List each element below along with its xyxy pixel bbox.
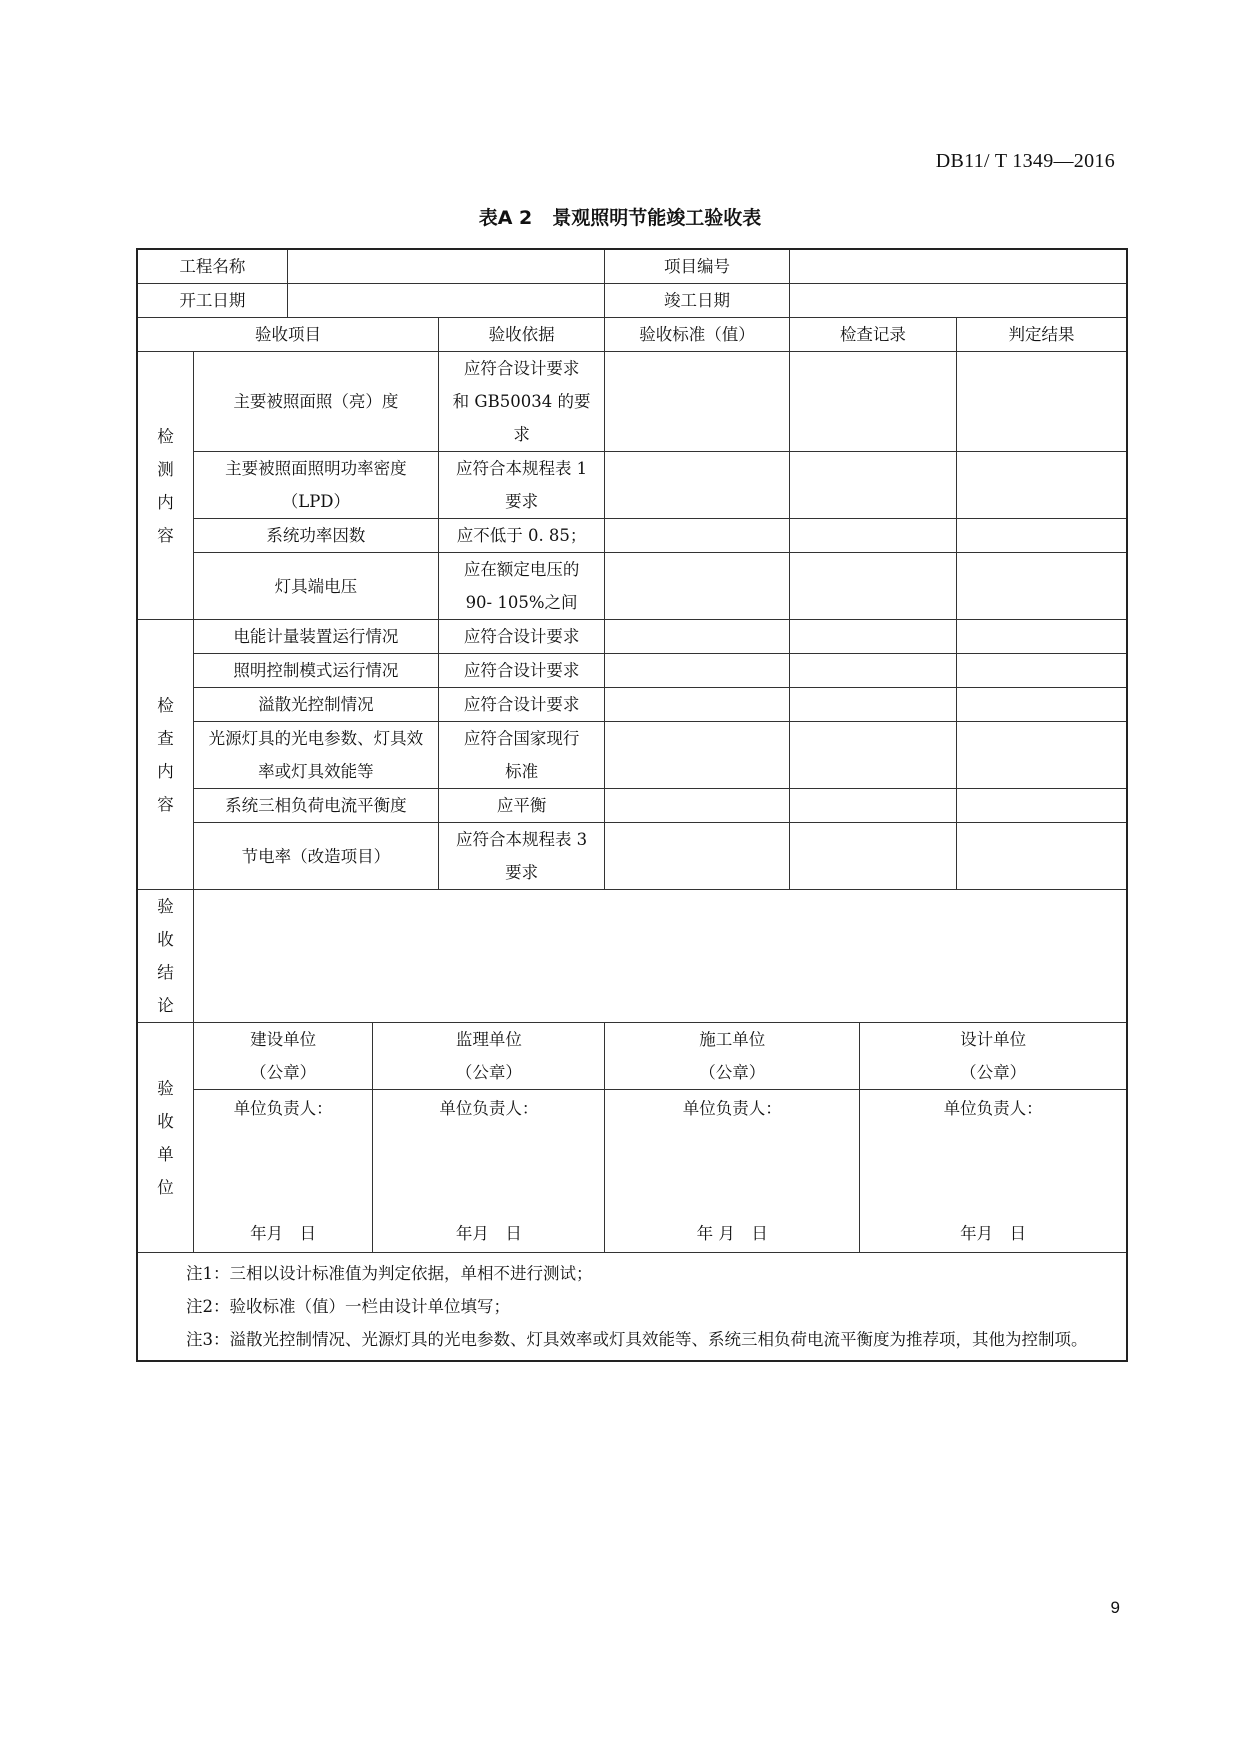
- detection-item: 系统功率因数: [193, 519, 438, 553]
- detection-section-label: 检 测 内 容: [137, 352, 193, 620]
- standard-cell[interactable]: [605, 722, 789, 789]
- result-cell[interactable]: [957, 553, 1127, 620]
- standard-cell[interactable]: [605, 823, 789, 890]
- page-number: 9: [1110, 1598, 1120, 1617]
- signature-design[interactable]: 单位负责人： 年月 日: [860, 1090, 1127, 1253]
- detection-item: 灯具端电压: [193, 553, 438, 620]
- detection-row: [137, 452, 1127, 519]
- record-cell[interactable]: [789, 722, 956, 789]
- inspection-row: [137, 654, 1127, 688]
- document-code: DB11/ T 1349—2016: [935, 150, 1115, 172]
- table-number: 表A 2: [478, 207, 533, 229]
- column-header-row: [137, 318, 1127, 352]
- units-header-row: [137, 1023, 1127, 1090]
- conclusion-field[interactable]: [193, 890, 1127, 1023]
- col-header-result: 判定结果: [957, 318, 1127, 352]
- col-header-item: 验收项目: [137, 318, 438, 352]
- notes: [137, 1253, 1127, 1362]
- record-cell[interactable]: [789, 789, 956, 823]
- result-cell[interactable]: [957, 352, 1127, 452]
- col-header-basis: 验收依据: [438, 318, 604, 352]
- detection-item: 主要被照面照（亮）度: [193, 352, 438, 452]
- notes-row: [137, 1253, 1127, 1362]
- result-cell[interactable]: [957, 452, 1127, 519]
- result-cell[interactable]: [957, 789, 1127, 823]
- inspection-row: [137, 789, 1127, 823]
- finish-date-label: 竣工日期: [605, 284, 789, 318]
- inspection-basis: 应符合设计要求: [438, 620, 604, 654]
- unit-contractor: 施工单位 （公章）: [605, 1023, 860, 1090]
- standard-cell[interactable]: [605, 688, 789, 722]
- inspection-basis: 应符合国家现行 标准: [438, 722, 604, 789]
- inspection-basis: 应平衡: [438, 789, 604, 823]
- unit-construction: 建设单位 （公章）: [193, 1023, 372, 1090]
- unit-design: 设计单位 （公章）: [860, 1023, 1127, 1090]
- note-2: 注2：验收标准（值）一栏由设计单位填写；: [186, 1297, 510, 1316]
- result-cell[interactable]: [957, 823, 1127, 890]
- conclusion-label: 验 收 结 论: [137, 890, 193, 1023]
- standard-cell[interactable]: [605, 620, 789, 654]
- col-header-record: 检查记录: [789, 318, 956, 352]
- note-1: 注1：三相以设计标准值为判定依据，单相不进行测试；: [186, 1264, 593, 1283]
- detection-item: 主要被照面照明功率密度 （LPD）: [193, 452, 438, 519]
- inspection-item: 光源灯具的光电参数、灯具效 率或灯具效能等: [193, 722, 438, 789]
- standard-cell[interactable]: [605, 553, 789, 620]
- record-cell[interactable]: [789, 620, 956, 654]
- project-no-field[interactable]: [789, 249, 1127, 284]
- inspection-basis: 应符合设计要求: [438, 654, 604, 688]
- note-3: 注3：溢散光控制情况、光源灯具的光电参数、灯具效率或灯具效能等、系统三相负荷电流平衡度为推荐项，其他为控制项。: [186, 1330, 1088, 1349]
- record-cell[interactable]: [789, 553, 956, 620]
- inspection-row: [137, 688, 1127, 722]
- result-cell[interactable]: [957, 688, 1127, 722]
- info-row-1: [137, 249, 1127, 284]
- inspection-item: 照明控制模式运行情况: [193, 654, 438, 688]
- detection-row: [137, 352, 1127, 452]
- table-title: 景观照明节能竣工验收表: [552, 207, 762, 229]
- standard-cell[interactable]: [605, 352, 789, 452]
- project-name-label: 工程名称: [137, 249, 287, 284]
- project-name-field[interactable]: [287, 249, 605, 284]
- inspection-row: [137, 620, 1127, 654]
- inspection-basis: 应符合本规程表 3 要求: [438, 823, 604, 890]
- acceptance-table: [136, 248, 1128, 1362]
- record-cell[interactable]: [789, 688, 956, 722]
- signature-contractor[interactable]: 单位负责人： 年 月 日: [605, 1090, 860, 1253]
- record-cell[interactable]: [789, 519, 956, 553]
- result-cell[interactable]: [957, 620, 1127, 654]
- start-date-field[interactable]: [287, 284, 605, 318]
- record-cell[interactable]: [789, 452, 956, 519]
- detection-basis: 应不低于 0. 85；: [438, 519, 604, 553]
- record-cell[interactable]: [789, 654, 956, 688]
- record-cell[interactable]: [789, 823, 956, 890]
- standard-cell[interactable]: [605, 452, 789, 519]
- inspection-item: 溢散光控制情况: [193, 688, 438, 722]
- info-row-2: [137, 284, 1127, 318]
- project-no-label: 项目编号: [605, 249, 789, 284]
- result-cell[interactable]: [957, 722, 1127, 789]
- start-date-label: 开工日期: [137, 284, 287, 318]
- result-cell[interactable]: [957, 654, 1127, 688]
- unit-supervision: 监理单位 （公章）: [373, 1023, 605, 1090]
- record-cell[interactable]: [789, 352, 956, 452]
- units-signature-row: [137, 1090, 1127, 1253]
- inspection-item: 系统三相负荷电流平衡度: [193, 789, 438, 823]
- detection-row: [137, 553, 1127, 620]
- conclusion-row: [137, 890, 1127, 1023]
- detection-basis: 应在额定电压的 90- 105%之间: [438, 553, 604, 620]
- table-caption: [0, 203, 1240, 230]
- standard-cell[interactable]: [605, 519, 789, 553]
- signature-construction[interactable]: 单位负责人： 年月 日: [193, 1090, 372, 1253]
- result-cell[interactable]: [957, 519, 1127, 553]
- inspection-section-label: 检 查 内 容: [137, 620, 193, 890]
- detection-row: [137, 519, 1127, 553]
- units-section-label: 验 收 单 位: [137, 1023, 193, 1253]
- inspection-item: 节电率（改造项目）: [193, 823, 438, 890]
- inspection-item: 电能计量装置运行情况: [193, 620, 438, 654]
- detection-basis: 应符合本规程表 1 要求: [438, 452, 604, 519]
- col-header-standard: 验收标准（值）: [605, 318, 789, 352]
- inspection-basis: 应符合设计要求: [438, 688, 604, 722]
- inspection-row: [137, 823, 1127, 890]
- detection-basis: 应符合设计要求 和 GB50034 的要 求: [438, 352, 604, 452]
- finish-date-field[interactable]: [789, 284, 1127, 318]
- standard-cell[interactable]: [605, 654, 789, 688]
- inspection-row: [137, 722, 1127, 789]
- standard-cell[interactable]: [605, 789, 789, 823]
- signature-supervision[interactable]: 单位负责人： 年月 日: [373, 1090, 605, 1253]
